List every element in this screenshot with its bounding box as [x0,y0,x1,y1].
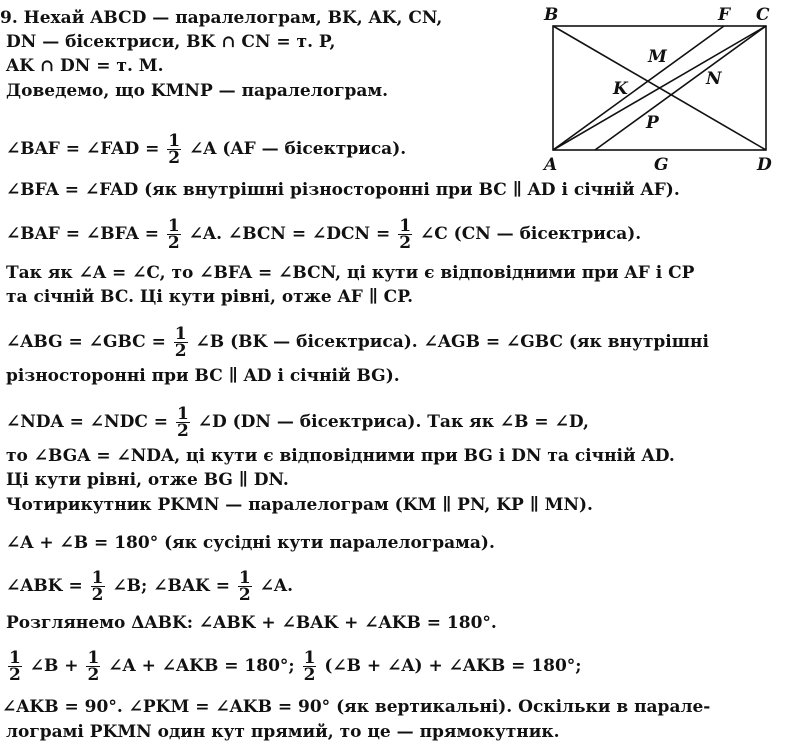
fraction-half [167,218,181,251]
label-g: G [654,155,669,174]
geometry-figure [538,4,783,174]
text-line-1: 9. Нехай ABCD — паралелограм, BK, AK, CN, [0,8,443,28]
formula-line-12 [6,406,589,439]
fraction-den: 2 [176,421,189,441]
fraction-den: 2 [174,341,187,361]
formula-line-10 [6,326,709,359]
fraction-num: 1 [174,324,187,344]
text-segment: ∠B + [29,656,79,676]
text-segment: ∠A + ∠AKB = 180°; [108,656,295,676]
fraction-half [303,650,317,683]
text-line-18: Розглянемо ΔABK: ∠ABK + ∠BAK + ∠AKB = 180°. [6,613,497,633]
text-segment: (∠B + ∠A) + ∠AKB = 180°; [324,656,582,676]
fraction-num: 1 [167,216,180,236]
text-line-13: то ∠BGA = ∠NDA, ці кути є відповідними при BG і DN та січній AD. [6,446,675,466]
fraction-den: 2 [87,665,100,685]
fraction-den: 2 [238,585,251,605]
formula-line-17 [6,570,293,603]
fraction-half [8,650,22,683]
fraction-den: 2 [168,148,181,168]
fraction-num: 1 [399,216,412,236]
text-line-11: різносторонні при BC ∥ AD і січній BG). [6,366,400,386]
fraction-half [238,570,252,603]
text-segment: ∠A. ∠BCN = ∠DCN = [188,224,391,244]
fraction-num: 1 [87,648,100,668]
fraction-half [174,326,188,359]
text-segment: ∠NDA = ∠NDC = [6,412,169,432]
label-d: D [757,155,772,174]
text-line-21: лограмі PKMN один кут прямий, то це — прямокутник. [6,722,560,742]
bisector-af [553,26,724,150]
formula-line-5 [6,133,406,166]
text-segment: ∠BAF = ∠FAD = [6,139,160,159]
fraction-num: 1 [238,568,251,588]
label-k: K [613,79,628,99]
formula-line-19 [6,650,582,683]
text-segment: ∠D (DN — бісектриса). Так як ∠B = ∠D, [197,412,589,432]
text-line-14: Ці кути рівні, отже BG ∥ DN. [6,470,289,490]
text-segment: ∠B; ∠BAK = [112,576,230,596]
formula-line-7 [6,218,641,251]
fraction-num: 1 [91,568,104,588]
text-line-16: ∠A + ∠B = 180° (як сусідні кути паралелограма). [6,533,495,553]
label-a: A [544,155,558,174]
text-line-2: DN — бісектриси, BK ∩ CN = т. P, [6,32,336,52]
fraction-num: 1 [9,648,21,668]
fraction-half [398,218,412,251]
label-m: M [648,47,667,67]
fraction-num: 1 [168,131,181,151]
fraction-den: 2 [167,233,180,253]
fraction-half [176,406,190,439]
text-line-20: ∠AKB = 90°. ∠PKM = ∠AKB = 90° (як вертикальні). Оскільки в парале- [2,697,711,717]
text-segment: ∠B (BK — бісектриса). ∠AGB = ∠GBC (як внутрішні [195,332,709,352]
fraction-den: 2 [9,665,21,685]
text-segment: ∠BAF = ∠BFA = [6,224,159,244]
text-segment: ∠A (AF — бісектриса). [189,139,407,159]
text-line-9: та січній BC. Ці кути рівні, отже AF ∥ CP. [6,287,414,307]
text-segment: ∠ABK = [6,576,83,596]
text-line-15: Чотирикутник PKMN — паралелограм (KM ∥ PN, KP ∥ MN). [6,495,593,515]
text-segment: ∠C (CN — бісектриса). [419,224,642,244]
label-b: B [544,5,559,25]
fraction-num: 1 [303,648,316,668]
text-line-8: Так як ∠A = ∠C, то ∠BFA = ∠BCN, ці кути є відповідними при AF і CP [6,263,695,283]
fraction-den: 2 [91,585,104,605]
label-n: N [706,69,722,89]
fraction-num: 1 [176,404,189,424]
fraction-half [91,570,105,603]
text-segment: ∠ABG = ∠GBC = [6,332,166,352]
label-c: C [756,5,770,25]
fraction-half [86,650,100,683]
fraction-half [167,133,181,166]
fraction-den: 2 [303,665,316,685]
label-p: P [646,113,659,133]
text-line-6: ∠BFA = ∠FAD (як внутрішні різносторонні при BC ∥ AD і січній AF). [6,180,680,200]
text-line-3: AK ∩ DN = т. M. [6,56,164,76]
label-f: F [718,5,731,25]
text-line-4: Доведемо, що KMNP — паралелограм. [6,81,389,101]
text-segment: ∠A. [259,576,294,596]
fraction-den: 2 [399,233,412,253]
